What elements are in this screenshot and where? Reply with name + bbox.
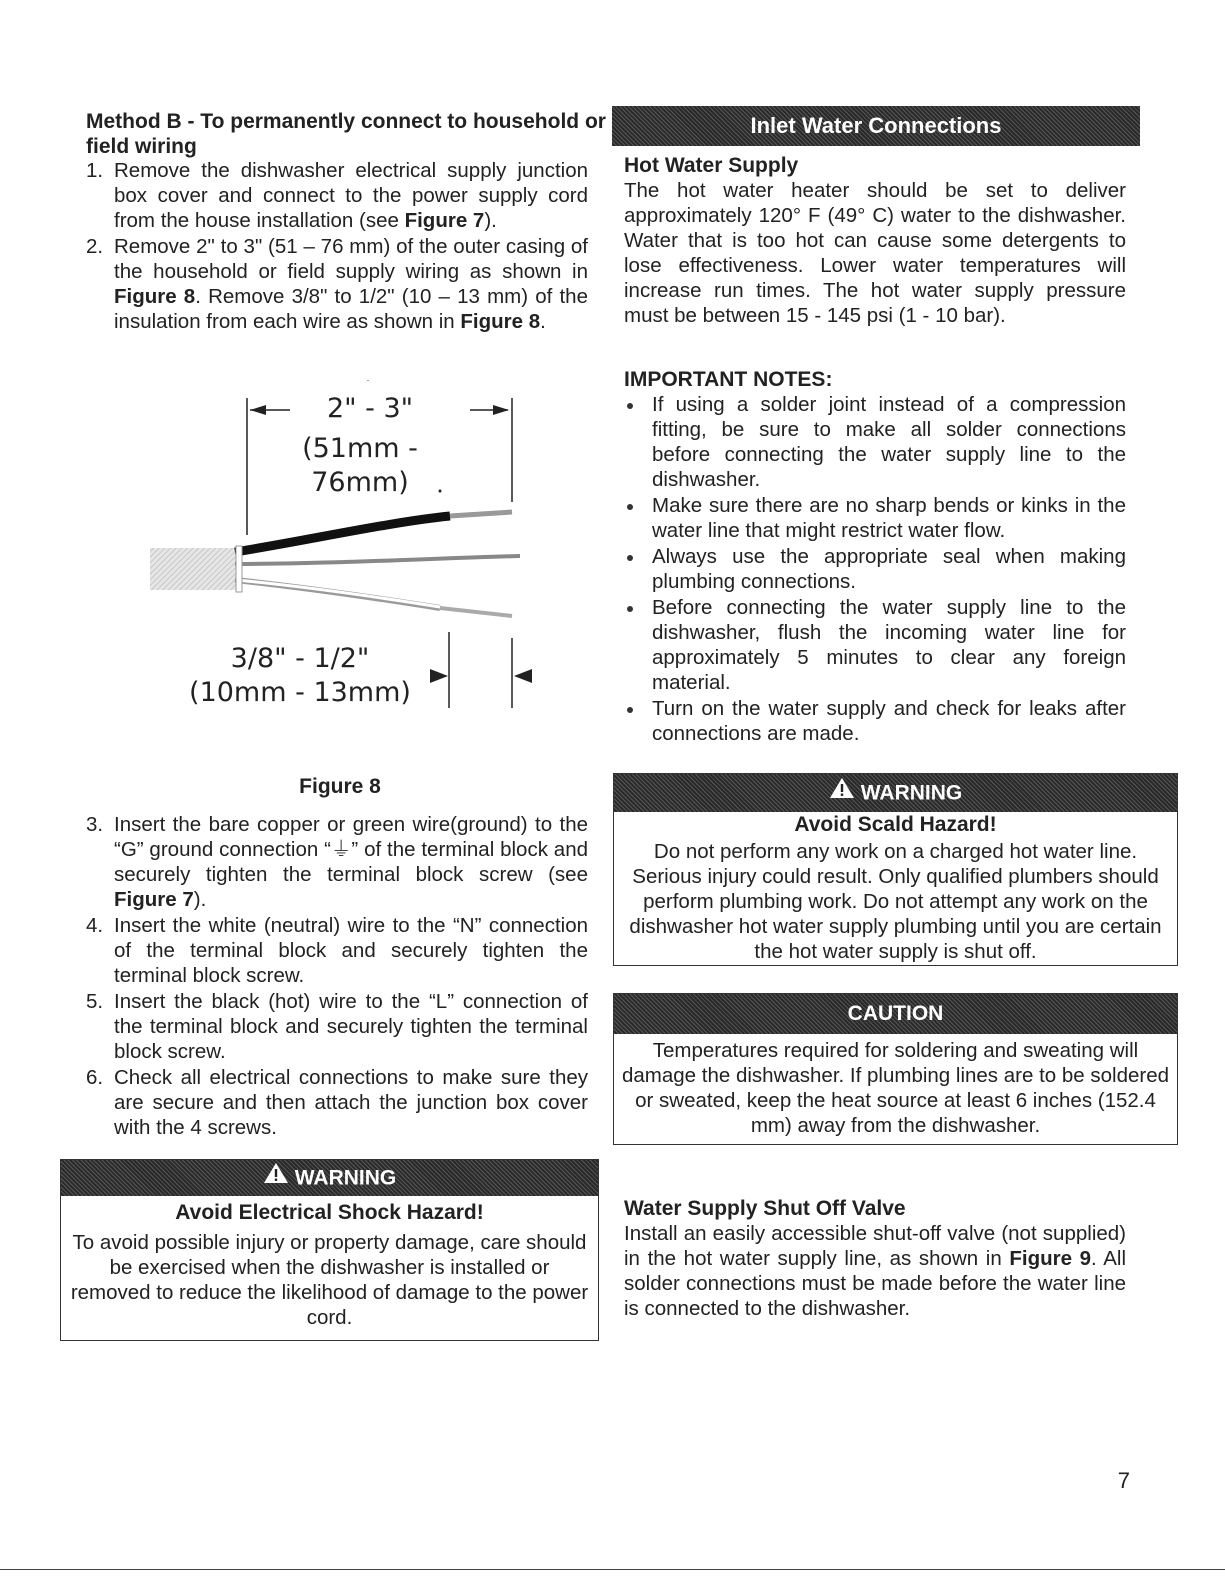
figure-8-diagram <box>140 380 560 720</box>
warning-triangle-icon <box>263 1160 289 1196</box>
hot-water-heading: Hot Water Supply <box>624 154 799 177</box>
section-banner-label: Inlet Water Connections <box>750 113 1002 138</box>
bullet-icon <box>627 707 633 713</box>
steps-list-bottom <box>86 812 588 1141</box>
note-item <box>624 696 1126 746</box>
step-text: Remove 2" to 3" (51 – 76 mm) of the outer casing of the household or field supply wiring as shown in <box>114 235 588 283</box>
step-number: 6. <box>86 1066 104 1089</box>
step-text: Insert the black (hot) wire to the “L” connection of the terminal block and securely tighten the terminal block screw. <box>114 990 588 1063</box>
steps-list-top <box>86 158 588 335</box>
caution-banner <box>614 994 1177 1034</box>
page-number: 7 <box>1117 1468 1130 1493</box>
ground-wire <box>235 556 520 564</box>
step-item <box>86 812 588 912</box>
important-notes-heading: IMPORTANT NOTES: <box>624 368 833 391</box>
step-item <box>86 158 588 233</box>
shutoff-valve-heading: Water Supply Shut Off Valve <box>624 1197 906 1220</box>
cable-casing <box>150 548 240 590</box>
figure-reference: Figure 7 <box>404 209 485 232</box>
hot-water-body: The hot water heater should be set to deliver approximately 120° F (49° C) water to the dishwasher. Water that is too hot can cause some detergents to lose effectiveness. Lower water temperatures will increase run times. The hot water supply pressure must be between 15 - 145 psi (1 - 10 bar). <box>624 179 1126 327</box>
step-item <box>86 234 588 334</box>
note-item <box>624 493 1126 543</box>
figure-reference: Figure 8 <box>460 310 541 333</box>
step-number: 4. <box>86 914 104 937</box>
warning-triangle-icon <box>829 774 855 812</box>
important-notes-list <box>624 392 1126 747</box>
step-text: Insert the white (neutral) wire to the “N” connection of the terminal block and securely tighten the terminal block screw. <box>114 914 588 987</box>
scald-warning-box <box>613 773 1178 966</box>
note-item <box>624 595 1126 695</box>
warning-label: WARNING <box>294 1166 397 1190</box>
note-text: If using a solder joint instead of a compression fitting, be sure to make all solder connections before connecting the water supply line to the dishwasher. <box>652 393 1126 491</box>
step-text: ). <box>484 209 497 232</box>
warning-subtitle: Avoid Electrical Shock Hazard! <box>175 1201 484 1224</box>
dim-label-3-8to1-2in: 3/8" - 1/2" <box>230 643 370 674</box>
bottom-rule <box>0 1569 1225 1570</box>
note-text: Turn on the water supply and check for leaks after connections are made. <box>652 697 1126 745</box>
body-text: . All solder connections must be made before the water line is connected to the dishwasher. <box>624 1247 1126 1320</box>
warning-body: Do not perform any work on a charged hot water line. Serious injury could result. Only qualified plumbers should perform plumbing work. Do not attempt any work on the dishwasher hot water supply plumbing until you are certain the hot water supply is shut off. <box>629 840 1162 963</box>
dim-label-10to13mm: (10mm - 13mm) <box>189 677 411 708</box>
step-text: . Remove 3/8" to 1/2" (10 – 13 mm) of the insulation from each wire as shown in <box>114 285 588 333</box>
step-number: 2. <box>86 235 104 258</box>
bullet-icon <box>627 504 633 510</box>
step-number: 1. <box>86 159 104 182</box>
step-item <box>86 913 588 988</box>
figure-8-caption: Figure 8 <box>299 775 381 798</box>
note-text: Before connecting the water supply line to the dishwasher, flush the incoming water line for approximately 5 minutes to clear any foreign material. <box>652 596 1126 694</box>
caution-label: CAUTION <box>847 1002 944 1025</box>
dim-label-51to76mm: (51mm - 76mm) <box>302 433 418 498</box>
step-item <box>86 1065 588 1140</box>
caution-body: Temperatures required for soldering and sweating will damage the dishwasher. If plumbing lines are to be soldered or sweated, keep the heat source at least 6 inches (152.4 mm) away from the dishwasher. <box>622 1039 1170 1137</box>
arrow-right-icon <box>493 405 509 415</box>
figure-reference: Figure 7 <box>114 888 194 911</box>
arrow-left-icon <box>250 405 266 415</box>
step-number: 3. <box>86 813 104 836</box>
step-item <box>86 989 588 1064</box>
body-text: Install an easily accessible shut-off valve (not supplied) in the hot water supply line, as shown in <box>624 1222 1126 1270</box>
warning-body: To avoid possible injury or property damage, care should be exercised when the dishwasher is installed or removed to reduce the likelihood of damage to the power cord. <box>70 1231 589 1329</box>
warning-label: WARNING <box>860 781 963 805</box>
step-text: Check all electrical connections to make sure they are secure and then attach the junction box cover with the 4 screws. <box>114 1066 588 1139</box>
arrow-right-icon <box>430 669 448 683</box>
step-text: ). <box>193 888 207 911</box>
step-text: Insert the bare copper or green wire(ground) to the “G” ground connection “⏚” of the terminal block and securely tighten the terminal block screw (see <box>114 813 588 886</box>
arrow-left-icon <box>514 669 532 683</box>
black-wire <box>235 516 450 552</box>
figure-reference: Figure 8 <box>114 285 196 308</box>
note-item <box>624 392 1126 492</box>
electrical-shock-warning-box <box>60 1159 599 1341</box>
caution-box <box>613 993 1178 1145</box>
note-item <box>624 544 1126 594</box>
bullet-icon <box>627 606 633 612</box>
section-banner <box>612 106 1140 146</box>
bullet-icon <box>627 403 633 409</box>
step-text: Remove the dishwasher electrical supply junction box cover and connect to the power supply cord from the house installation (see <box>114 159 588 232</box>
shutoff-valve-body <box>624 1221 1126 1321</box>
step-text: . <box>540 310 546 333</box>
warning-banner <box>61 1160 598 1196</box>
method-b-heading: Method B - To permanently connect to household or field wiring <box>86 110 606 158</box>
step-number: 5. <box>86 990 104 1013</box>
dim-label-2to3in: 2" - 3" <box>326 393 414 424</box>
bullet-icon <box>627 555 633 561</box>
warning-banner <box>614 774 1177 812</box>
note-text: Make sure there are no sharp bends or kinks in the water line that might restrict water flow. <box>652 494 1126 542</box>
warning-subtitle: Avoid Scald Hazard! <box>794 813 997 836</box>
note-text: Always use the appropriate seal when making plumbing connections. <box>652 545 1126 593</box>
figure-reference: Figure 9 <box>1009 1247 1092 1270</box>
